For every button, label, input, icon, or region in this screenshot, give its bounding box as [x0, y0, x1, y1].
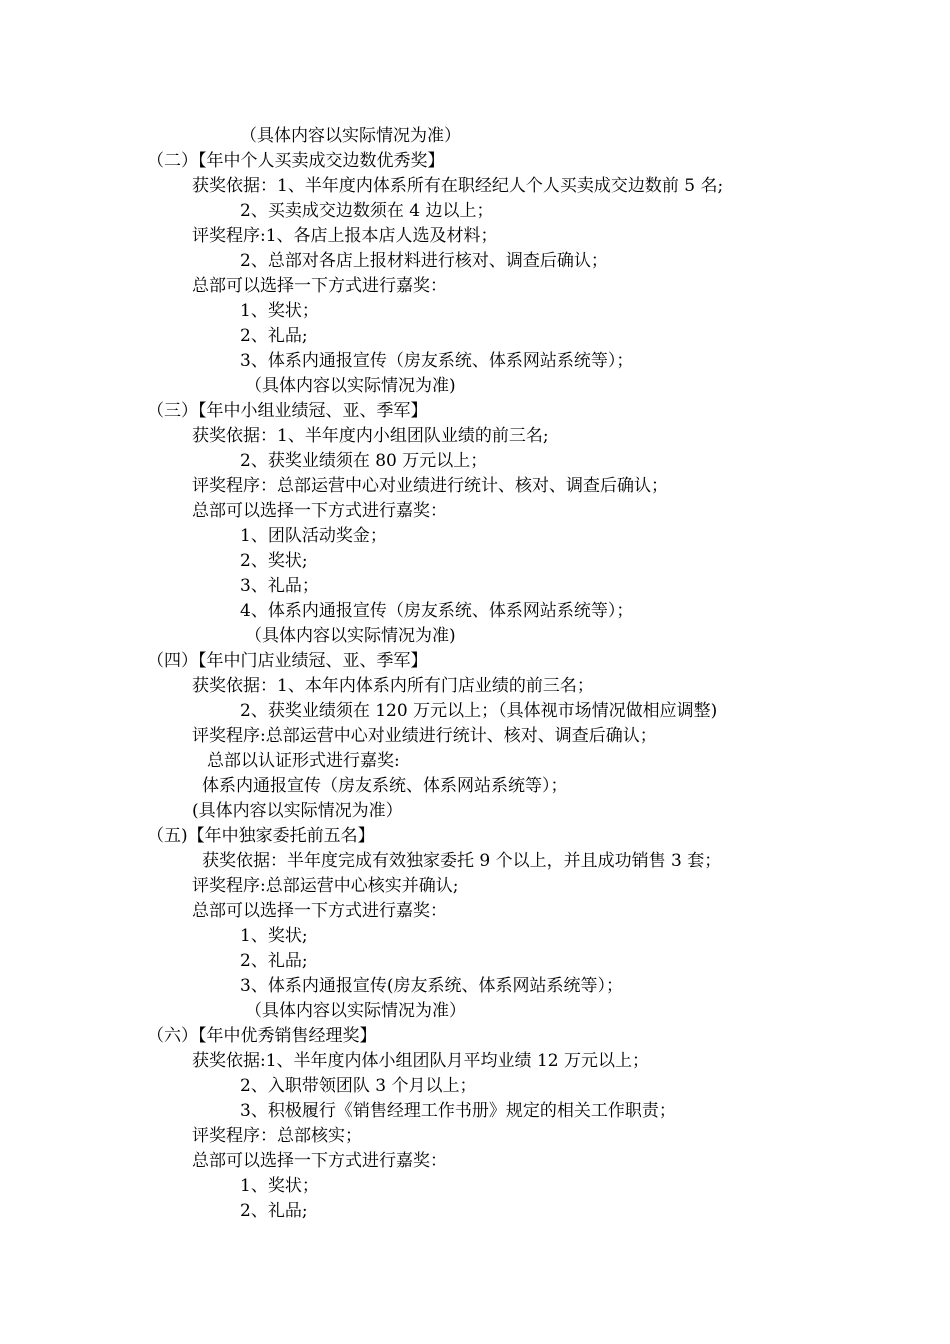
- section-heading-3: （三）【年中小组业绩冠、亚、季军】: [147, 401, 428, 421]
- text-line: 评奖程序:总部运营中心核实并确认;: [192, 876, 459, 896]
- list-item: 2、礼品;: [240, 1201, 308, 1221]
- list-item: 1、团队活动奖金；: [240, 526, 387, 546]
- text-line: 2、总部对各店上报材料进行核对、调查后确认；: [240, 251, 608, 271]
- text-line: （具体内容以实际情况为准): [245, 626, 456, 646]
- text-line: 2、获奖业绩须在 80 万元以上；: [240, 451, 488, 471]
- list-item: 3、礼品；: [240, 576, 319, 596]
- text-line: 总部可以选择一下方式进行嘉奖：: [192, 501, 447, 521]
- text-line: 总部可以选择一下方式进行嘉奖：: [192, 1151, 447, 1171]
- text-line: (具体内容以实际情况为准）: [192, 801, 403, 821]
- list-item: 4、体系内通报宣传（房友系统、体系网站系统等）；: [240, 601, 634, 621]
- text-line: 总部以认证形式进行嘉奖:: [207, 751, 400, 771]
- text-line: 评奖程序：总部运营中心对业绩进行统计、核对、调查后确认；: [192, 476, 668, 496]
- text-line: 评奖程序:1、各店上报本店人选及材料；: [192, 226, 498, 246]
- text-line: 获奖依据:1、半年度内体小组团队月平均业绩 12 万元以上；: [192, 1051, 649, 1071]
- text-line: 获奖依据：1、半年度内小组团队业绩的前三名;: [192, 426, 549, 446]
- section-heading-4: （四）【年中门店业绩冠、亚、季军】: [147, 651, 428, 671]
- text-line: 获奖依据：1、半年度内体系所有在职经纪人个人买卖成交边数前 5 名;: [192, 176, 724, 196]
- section-heading-2: （二）【年中个人买卖成交边数优秀奖】: [147, 151, 445, 171]
- text-line: 评奖程序:总部运营中心对业绩进行统计、核对、调查后确认；: [192, 726, 657, 746]
- text-line: 总部可以选择一下方式进行嘉奖：: [192, 276, 447, 296]
- text-line: 体系内通报宣传（房友系统、体系网站系统等）；: [202, 776, 568, 796]
- text-line: （具体内容以实际情况为准）: [240, 126, 461, 146]
- text-line: 2、获奖业绩须在 120 万元以上；（具体视市场情况做相应调整): [240, 701, 718, 721]
- text-line: 2、入职带领团队 3 个月以上；: [240, 1076, 477, 1096]
- text-line: （具体内容以实际情况为准）: [245, 1001, 466, 1021]
- list-item: 1、奖状;: [240, 926, 308, 946]
- list-item: 1、奖状；: [240, 301, 319, 321]
- text-line: 获奖依据：半年度完成有效独家委托 9 个以上，并且成功销售 3 套；: [202, 851, 722, 871]
- text-line: 2、买卖成交边数须在 4 边以上；: [240, 201, 494, 221]
- text-line: 获奖依据：1、本年内体系内所有门店业绩的前三名；: [192, 676, 594, 696]
- list-item: 3、体系内通报宣传（房友系统、体系网站系统等）；: [240, 351, 634, 371]
- list-item: 1、奖状；: [240, 1176, 319, 1196]
- list-item: 2、礼品;: [240, 951, 308, 971]
- list-item: 2、礼品;: [240, 326, 308, 346]
- section-heading-5: （五)【年中独家委托前五名】: [147, 826, 375, 846]
- section-heading-6: （六）【年中优秀销售经理奖】: [147, 1026, 377, 1046]
- text-line: 3、积极履行《销售经理工作书册》规定的相关工作职责；: [240, 1101, 676, 1121]
- text-line: 评奖程序：总部核实；: [192, 1126, 362, 1146]
- list-item: 3、体系内通报宣传(房友系统、体系网站系统等）；: [240, 976, 623, 996]
- text-line: 总部可以选择一下方式进行嘉奖：: [192, 901, 447, 921]
- text-line: （具体内容以实际情况为准): [245, 376, 456, 396]
- list-item: 2、奖状;: [240, 551, 308, 571]
